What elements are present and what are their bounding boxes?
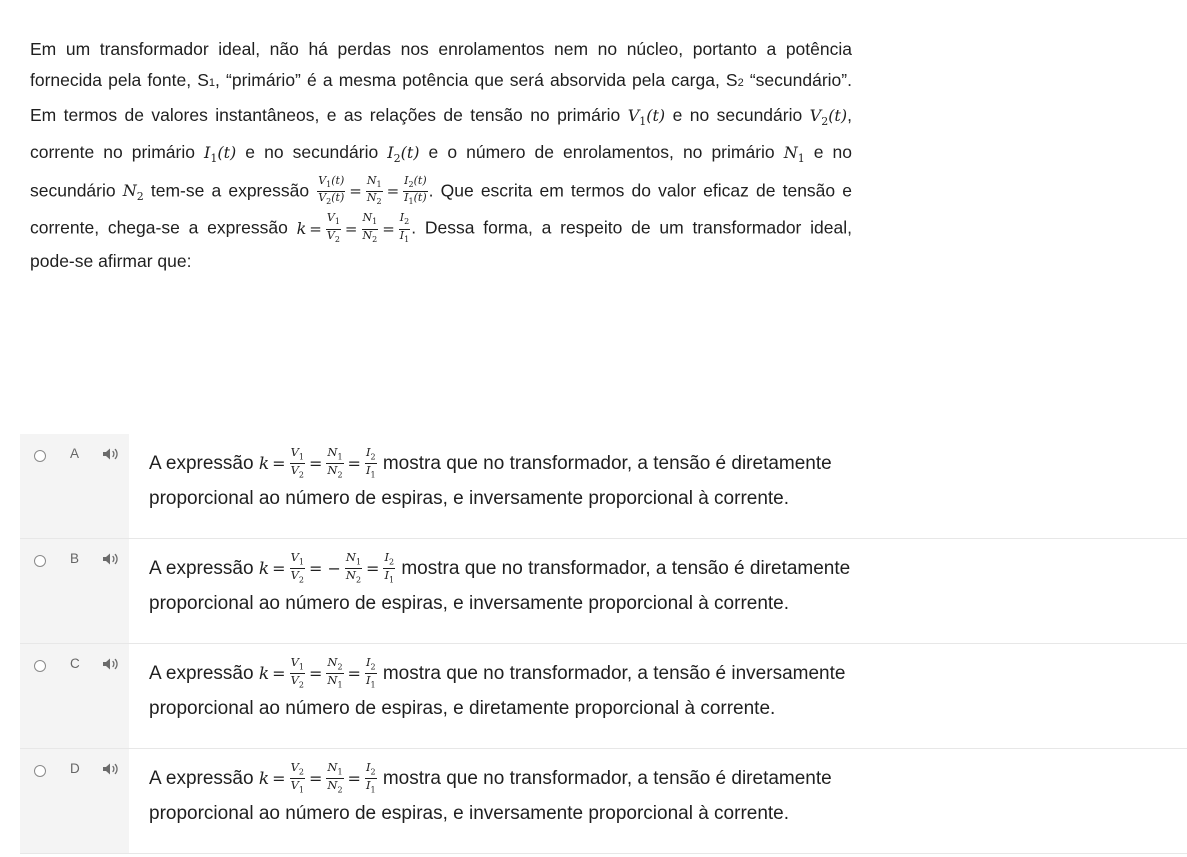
speaker-icon[interactable] xyxy=(102,447,120,461)
option-text: A expressão k = $\frac{V_1}{V_2}$ = $\frac{N_1}{N_2}$ = $\frac{I_2}{I_1}$ mostra que no transformador, a tensão é diretamente proporcional ao número de espiras, e inversamente proporcional à corrente. xyxy=(149,445,832,509)
formula-instantaneous: $\frac{V_1(t)}{V_2(t)}$ = $\frac{N_1}{N_2}$ = $\frac{I_2(t)}{I_1(t)}$ xyxy=(318,173,427,206)
option-letter: B xyxy=(70,551,80,566)
option-b[interactable] xyxy=(20,539,1187,644)
speaker-icon[interactable] xyxy=(102,552,120,566)
option-formula: k = $\frac{V_1}{V_2}$ = $\frac{N_1}{N_2}$ = $\frac{I_2}{I_1}$ xyxy=(258,445,376,480)
option-d[interactable] xyxy=(20,749,1187,854)
option-a[interactable] xyxy=(20,434,1187,539)
option-text: A expressão k = $\frac{V_1}{V_2}$ = $\frac{N_2}{N_1}$ = $\frac{I_2}{I_1}$ mostra que no transformador, a tensão é inversamente proporcional ao número de espiras, e diretamente proporcional à corrente. xyxy=(149,655,846,719)
speaker-icon[interactable] xyxy=(102,762,120,776)
math-n2: $N_2$ xyxy=(122,180,144,204)
radio-unselected-icon[interactable] xyxy=(34,450,46,462)
math-n1: $N_1$ xyxy=(783,143,805,166)
option-formula: k = $\frac{V_1}{V_2}$ = − $\frac{N_1}{N_2}$ = $\frac{I_2}{I_1}$ xyxy=(258,550,395,585)
option-letter: A xyxy=(70,446,80,461)
option-text: A expressão k = $\frac{V_1}{V_2}$ = − $\frac{N_1}{N_2}$ = $\frac{I_2}{I_1}$ mostra que no transformador, a tensão é diretamente proporcional ao número de espiras, e inversamente proporcional à corrente. xyxy=(149,550,851,614)
formula-rms: k = $\frac{V_1}{V_2}$ = $\frac{N_1}{N_2}$ = $\frac{I_2}{I_1}$ xyxy=(296,211,410,244)
option-formula: k = $\frac{V_2}{V_1}$ = $\frac{N_1}{N_2}$ = $\frac{I_2}{I_1}$ xyxy=(258,760,376,795)
math-v1t: $V_1(t)$ xyxy=(627,105,666,128)
radio-unselected-icon[interactable] xyxy=(34,765,46,777)
radio-unselected-icon[interactable] xyxy=(34,660,46,672)
question-text: Em um transformador ideal, não há perdas nos enrolamentos nem no núcleo, portanto a potência fornecida pela fonte, S1, “primário” é a mesma potência que será absorvida pela carga, S2 “secundário”. Em termos de valores instantâneos, e as relações de tensão no primário $V_1(t)$ e no secundário $V_2(t)$, corrente no primário $I_1(t)$ e no secundário $I_2(t)$ e o número de enrolamentos, no primário $N_1$ e no secundário $N_2$ tem-se a expressão $\frac{V_1(t)}{V_2(t)}$ = $\frac{N_1}{N_2}$ = $\frac{I_2(t)}{I_1(t)}$ . Que escrita em termos do valor eficaz de tensão e corrente, chega-se a expressão k = $\frac{V_1}{V_2}$ = $\frac{N_1}{N_2}$ = $\frac{I_2}{I_1}$ . Dessa forma, a respeito de um transformador ideal, pode-se afirmar que: xyxy=(30,39,853,271)
option-letter: D xyxy=(70,761,80,776)
answer-options xyxy=(20,434,1187,854)
math-i2t: $I_2(t)$ xyxy=(387,143,420,166)
option-c[interactable] xyxy=(20,644,1187,749)
option-formula: k = $\frac{V_1}{V_2}$ = $\frac{N_2}{N_1}$ = $\frac{I_2}{I_1}$ xyxy=(258,655,376,690)
math-v2t: $V_2(t)$ xyxy=(809,105,848,128)
option-text: A expressão k = $\frac{V_2}{V_1}$ = $\frac{N_1}{N_2}$ = $\frac{I_2}{I_1}$ mostra que no transformador, a tensão é diretamente proporcional ao número de espiras, e inversamente proporcional à corrente. xyxy=(149,760,832,824)
math-i1t: $I_1(t)$ xyxy=(204,143,237,166)
option-letter: C xyxy=(70,656,80,671)
speaker-icon[interactable] xyxy=(102,657,120,671)
radio-unselected-icon[interactable] xyxy=(34,555,46,567)
